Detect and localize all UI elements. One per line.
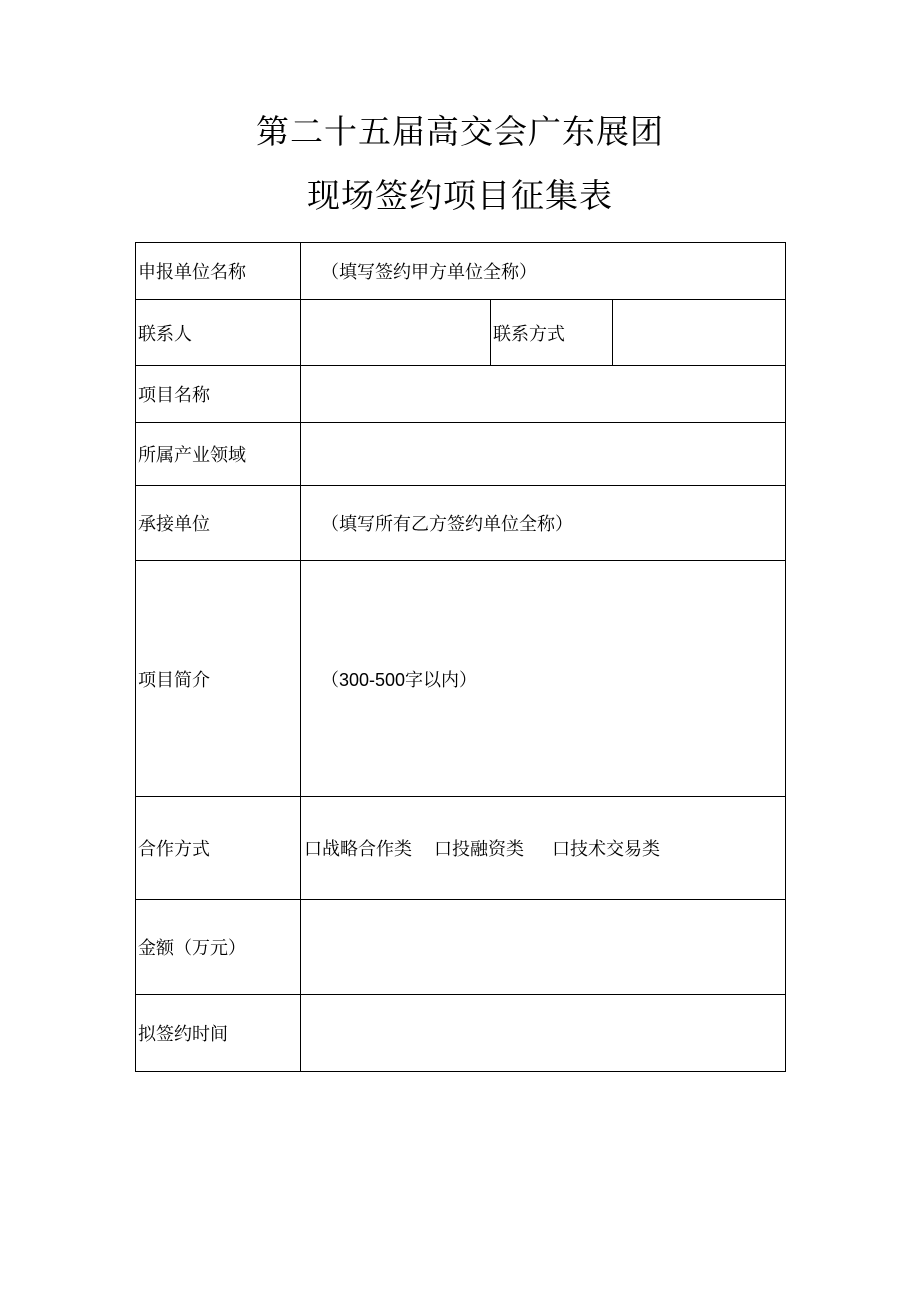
checkbox-investment[interactable]: 口投融资类	[434, 839, 524, 860]
contact-method-field[interactable]	[613, 300, 786, 366]
contact-method-label: 联系方式	[491, 300, 613, 366]
amount-field[interactable]	[301, 900, 786, 995]
checkbox-strategic[interactable]: 口战略合作类	[304, 839, 412, 860]
row-sign-time	[136, 995, 786, 1072]
checkbox-tech-trade[interactable]: 口技术交易类	[552, 839, 660, 860]
sign-time-label: 拟签约时间	[136, 995, 301, 1072]
sign-time-field[interactable]	[301, 995, 786, 1072]
row-amount	[136, 900, 786, 995]
row-cooperation	[136, 797, 786, 900]
intro-label: 项目简介	[136, 561, 301, 797]
contact-person-label: 联系人	[136, 300, 301, 366]
row-applicant	[136, 243, 786, 300]
page-title: 第二十五届高交会广东展团	[256, 112, 664, 151]
industry-field[interactable]	[301, 423, 786, 486]
row-partner	[136, 486, 786, 561]
cooperation-label: 合作方式	[136, 797, 301, 900]
row-industry	[136, 423, 786, 486]
applicant-field[interactable]: （填写签约甲方单位全称）	[301, 243, 786, 300]
amount-label: 金额（万元）	[136, 900, 301, 995]
partner-field[interactable]: （填写所有乙方签约单位全称）	[301, 486, 786, 561]
applicant-label: 申报单位名称	[136, 243, 301, 300]
industry-label: 所属产业领域	[136, 423, 301, 486]
page-subtitle: 现场签约项目征集表	[307, 176, 613, 215]
partner-label: 承接单位	[136, 486, 301, 561]
project-form-table	[135, 242, 786, 1072]
project-name-label: 项目名称	[136, 366, 301, 423]
row-intro	[136, 561, 786, 797]
contact-person-field[interactable]	[301, 300, 491, 366]
project-name-field[interactable]	[301, 366, 786, 423]
row-project-name	[136, 366, 786, 423]
row-contact	[136, 300, 786, 366]
cooperation-options	[301, 797, 786, 900]
intro-field[interactable]: （300-500字以内）	[301, 561, 786, 797]
